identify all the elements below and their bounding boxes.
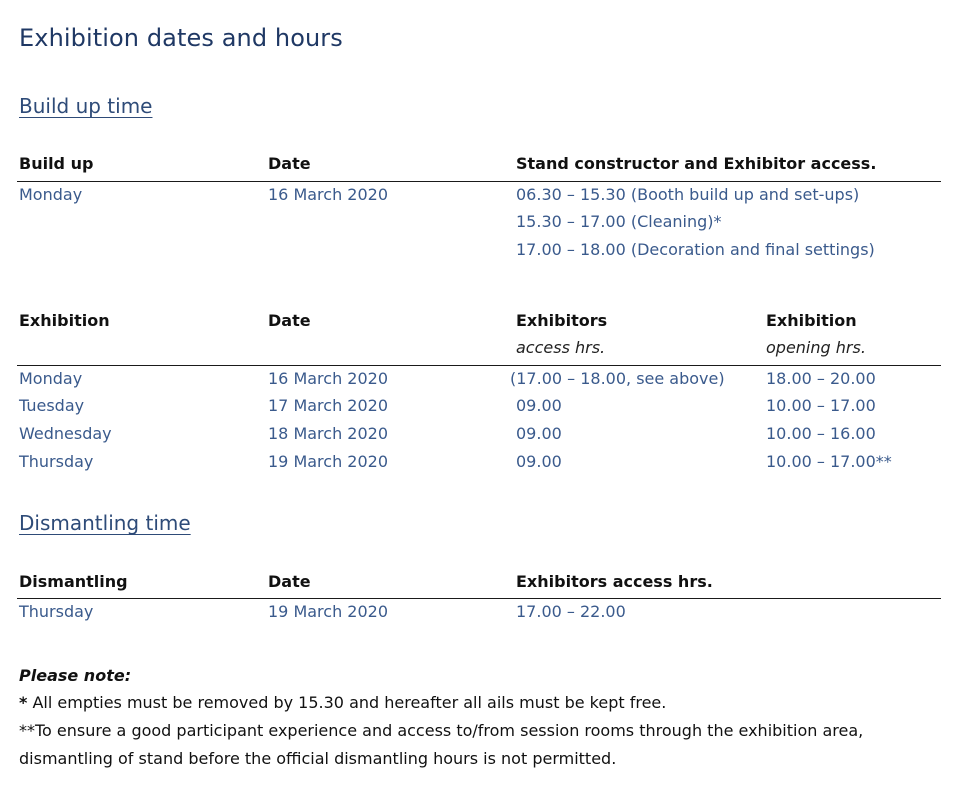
build-up-rule — [17, 181, 941, 182]
build-up-heading: Build up time — [19, 94, 153, 118]
note-star-marker: * — [19, 693, 28, 712]
exhibition-day: Tuesday — [19, 396, 85, 415]
note-line-2: **To ensure a good participant experience and access to/from session rooms through the exhibition area, — [19, 721, 864, 740]
build-up-day: Monday — [19, 185, 83, 204]
exhibition-opening: 10.00 – 17.00** — [766, 452, 892, 471]
header-date: Date — [268, 311, 311, 330]
page-title: Exhibition dates and hours — [19, 24, 343, 52]
subheader-opening-hrs: opening hrs. — [766, 338, 866, 357]
exhibition-date: 17 March 2020 — [268, 396, 389, 415]
exhibition-access: 09.00 — [516, 424, 562, 443]
exhibition-access: 09.00 — [516, 452, 562, 471]
note-label: Please note: — [19, 666, 132, 685]
dismantling-access: 17.00 – 22.00 — [516, 602, 626, 621]
exhibition-date: 19 March 2020 — [268, 452, 389, 471]
exhibition-opening: 10.00 – 16.00 — [766, 424, 876, 443]
note-line-1 — [19, 693, 666, 712]
dismantling-day: Thursday — [19, 602, 94, 621]
note-star-text: All empties must be removed by 15.30 and hereafter all ails must be kept free. — [27, 693, 667, 712]
exhibition-rule — [17, 365, 941, 366]
exhibition-day: Monday — [19, 369, 83, 388]
exhibition-date: 18 March 2020 — [268, 424, 389, 443]
exhibition-access: 09.00 — [516, 396, 562, 415]
build-up-date: 16 March 2020 — [268, 185, 389, 204]
build-up-time-2: 15.30 – 17.00 (Cleaning)* — [516, 212, 722, 231]
exhibition-day: Wednesday — [19, 424, 112, 443]
header-exhibitors: Exhibitors — [516, 311, 608, 330]
header-exhibition: Exhibition — [19, 311, 110, 330]
note-line-3: dismantling of stand before the official dismantling hours is not permitted. — [19, 749, 617, 768]
exhibition-day: Thursday — [19, 452, 94, 471]
dismantling-heading: Dismantling time — [19, 511, 191, 535]
build-up-time-1: 06.30 – 15.30 (Booth build up and set-ups) — [516, 185, 860, 204]
exhibition-date: 16 March 2020 — [268, 369, 389, 388]
header-access: Stand constructor and Exhibitor access. — [516, 154, 877, 173]
subheader-access-hrs: access hrs. — [516, 338, 606, 357]
header-date: Date — [268, 154, 311, 173]
header-build-up: Build up — [19, 154, 94, 173]
header-exhibition-opening: Exhibition — [766, 311, 857, 330]
exhibition-opening: 10.00 – 17.00 — [766, 396, 876, 415]
exhibition-opening: 18.00 – 20.00 — [766, 369, 876, 388]
header-dismantling: Dismantling — [19, 572, 128, 591]
exhibition-access: (17.00 – 18.00, see above) — [510, 369, 725, 388]
header-exhibitors-access: Exhibitors access hrs. — [516, 572, 713, 591]
dismantling-date: 19 March 2020 — [268, 602, 389, 621]
dismantling-rule — [17, 598, 941, 599]
build-up-time-3: 17.00 – 18.00 (Decoration and final settings) — [516, 240, 875, 259]
header-date: Date — [268, 572, 311, 591]
